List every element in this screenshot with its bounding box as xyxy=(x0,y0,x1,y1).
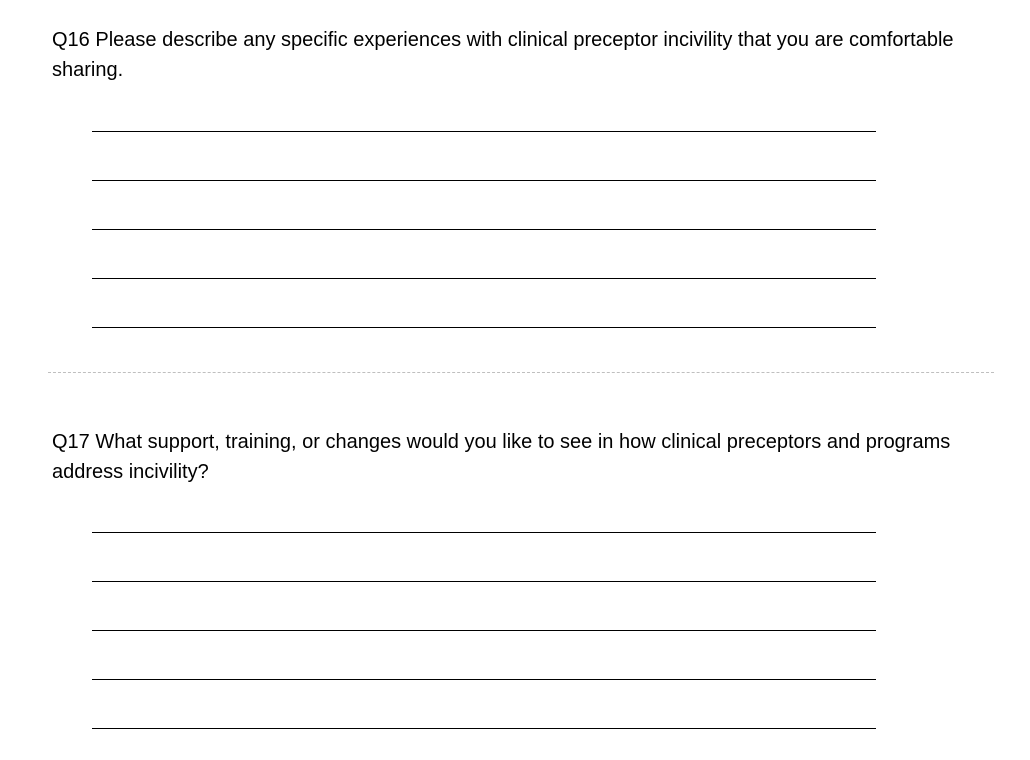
q16-answer-line[interactable] xyxy=(92,180,876,181)
question-q16-text: Q16 Please describe any specific experiences with clinical preceptor incivility that you are comfortable sharing. xyxy=(52,29,954,81)
q17-answer-line[interactable] xyxy=(92,630,876,631)
q16-answer-line[interactable] xyxy=(92,131,876,132)
question-separator xyxy=(48,372,994,373)
q17-answer-line[interactable] xyxy=(92,728,876,729)
q16-answer-line[interactable] xyxy=(92,229,876,230)
q16-answer-line[interactable] xyxy=(92,278,876,279)
question-q17-text: Q17 What support, training, or changes would you like to see in how clinical preceptors and programs address incivility? xyxy=(52,431,951,483)
q17-answer-line[interactable] xyxy=(92,679,876,680)
q16-answer-line[interactable] xyxy=(92,327,876,328)
q17-answer-line[interactable] xyxy=(92,581,876,582)
q17-answer-line[interactable] xyxy=(92,532,876,533)
